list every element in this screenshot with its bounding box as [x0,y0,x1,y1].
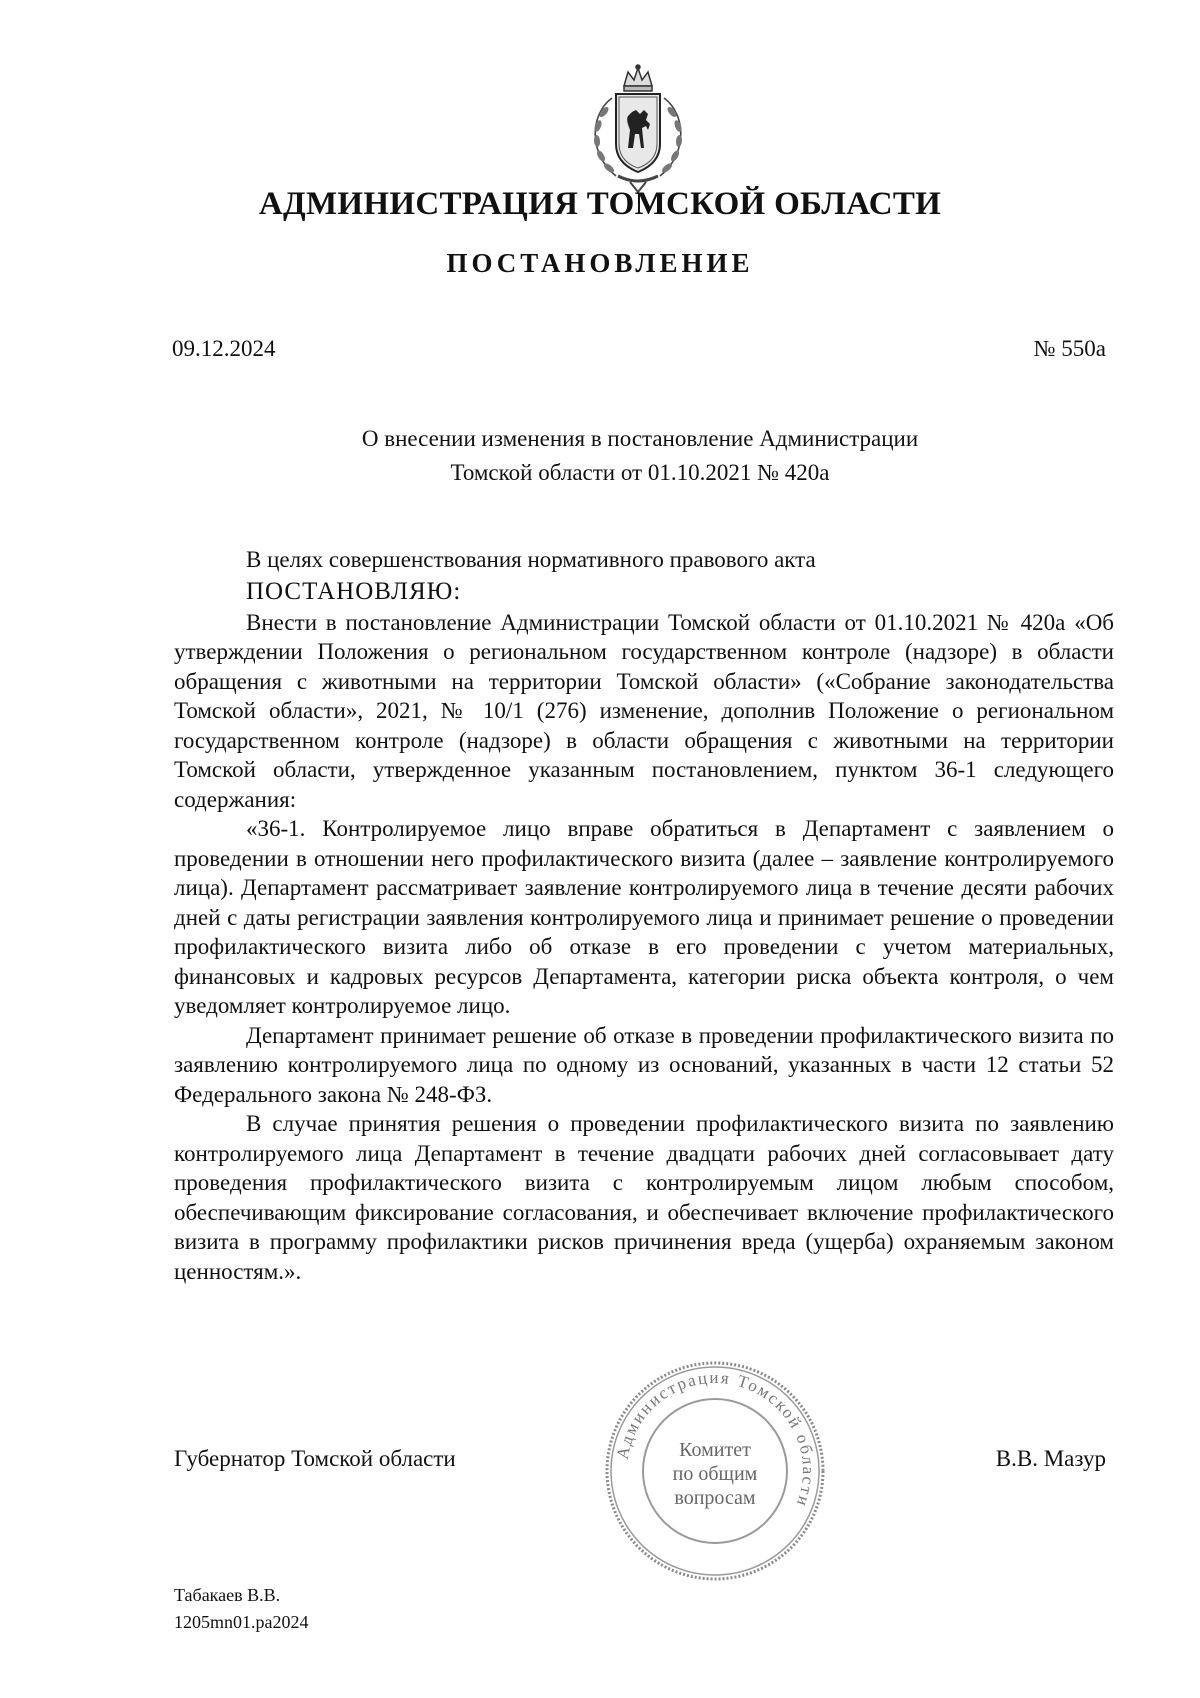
stamp-line-3: вопросам [674,1487,756,1509]
document-body [174,545,1114,1286]
file-code: 1205mn01.pa2024 [174,1612,309,1632]
subject-line-1: О внесении изменения в постановление Администрации [361,426,919,451]
paragraph-1: Внести в постановление Администрации Томской области от 01.10.2021 № 420а «Об утверждении Положения о региональном государственном контроле (надзоре) в области обращения с животными на территории Томской области» («Собрание законодательства Томской области», 2021, № 10/1 (276) изменение, дополнив Положение о региональном государственном контроле (надзоре) в области обращения с животными на территории Томской области, утвержденное указанным постановлением, пунктом 36-1 следующего содержания: [174,609,1114,812]
paragraph-2: «36-1. Контролируемое лицо вправе обратиться в Департамент с заявлением о проведении в отношении него профилактического визита (далее – заявление контролируемого лица). Департамент рассматривает заявление контролируемого лица в течение десяти рабочих дней с даты регистрации заявления контролируемого лица и принимает решение о проведении профилактического визита либо об отказе в его проведении с учетом материальных, финансовых и кадровых ресурсов Департамента, категории риска объекта контроля, о чем уведомляет контролируемое лицо. [174,816,1114,1018]
document-number: № 550а [1033,336,1106,361]
subject-line-2: Томской области от 01.10.2021 № 420а [450,460,830,485]
paragraph-4: В случае принятия решения о проведении профилактического визита по заявлению контролируемого лица Департамент в течение двадцати рабочих дней согласовывает дату проведения профилактического визита с контролируемым лицом любым способом, обеспечивающим фиксирование согласования, и обеспечивает включение профилактического визита в программу профилактики рисков причинения вреда (ущерба) охраняемым законом ценностям.». [174,1111,1114,1284]
decree-word: ПОСТАНОВЛЯЮ: [246,577,462,605]
organization-name: АДМИНИСТРАЦИЯ ТОМСКОЙ ОБЛАСТИ [258,186,942,222]
paragraph-3: Департамент принимает решение об отказе в проведении профилактического визита по заявлению контролируемого лица по одному из оснований, указанных в части 12 статьи 52 Федерального закона № 248-ФЗ. [174,1022,1114,1107]
signatory-position: Губернатор Томской области [174,1446,456,1471]
stamp-line-1: Комитет [679,1439,751,1461]
document-type: ПОСТАНОВЛЕНИЕ [446,248,754,278]
signatory-name: В.В. Мазур [995,1446,1106,1471]
stamp-ring-text: Администрация Томской области [612,1367,819,1511]
coat-of-arms-icon [582,64,694,194]
document-date: 09.12.2024 [172,336,276,361]
stamp-line-2: по общим [672,1463,758,1485]
purpose-paragraph: В целях совершенствования нормативного правового акта [246,547,816,572]
document-subject [200,422,1080,490]
official-stamp [602,1358,828,1584]
document-footer [174,1582,309,1636]
executor-name: Табакаев В.В. [174,1585,281,1605]
